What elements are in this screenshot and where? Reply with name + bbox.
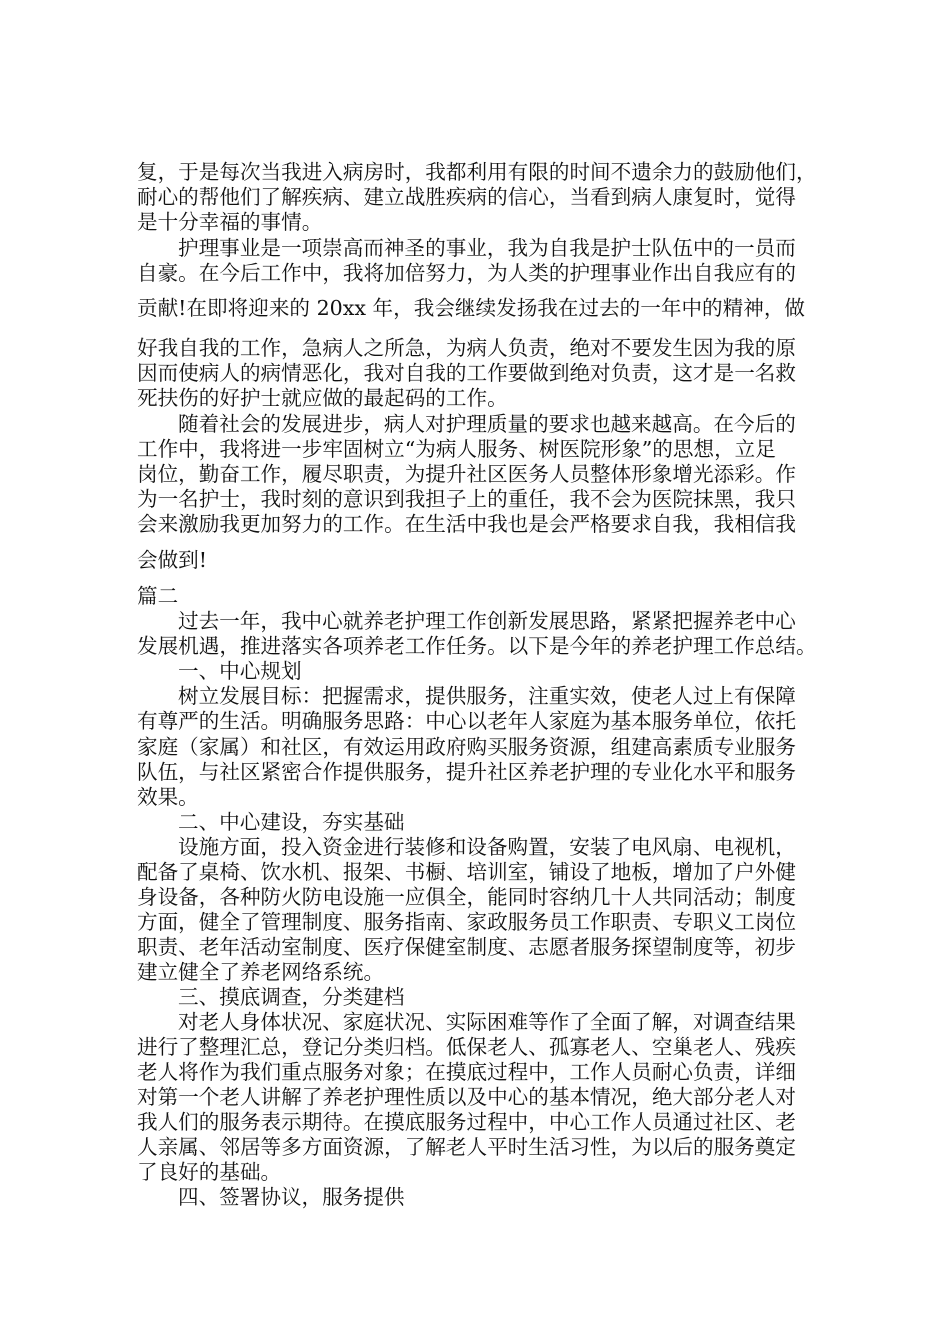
text-line: 建立健全了养老网络系统。 [137, 960, 385, 984]
text-line: 方面，健全了管理制度、服务指南、家政服务员工作职责、专职义工岗位 [137, 910, 796, 934]
text-line: 自豪。在今后工作中，我将加倍努力，为人类的护理事业作出自我应有的 [137, 261, 796, 285]
text-line: 岗位，勤奋工作，履尽职责，为提升社区医务人员整体形象增光添彩。作 [137, 462, 796, 486]
text-line: 复，于是每次当我进入病房时，我都利用有限的时间不遗余力的鼓励他们， [137, 160, 817, 184]
text-line: 耐心的帮他们了解疾病、建立战胜疾病的信心，当看到病人康复时，觉得 [137, 185, 796, 209]
text-line: 配备了桌椅、饮水机、报架、书橱、培训室，铺设了地板，增加了户外健 [137, 860, 796, 884]
paragraph-start-line: 过去一年，我中心就养老护理工作创新发展思路，紧紧把握养老中心 [178, 609, 796, 633]
text-line: 发展机遇，推进落实各项养老工作任务。以下是今年的养老护理工作总结。 [137, 634, 817, 658]
text-line: 会做到! [137, 548, 208, 572]
text-line: 为一名护士，我时刻的意识到我担子上的重任，我不会为医院抹黑，我只 [137, 487, 796, 511]
paragraph-start-line: 护理事业是一项崇高而神圣的事业，我为自我是护士队伍中的一员而 [178, 236, 796, 260]
text-line: 对第一个老人讲解了养老护理性质以及中心的基本情况，绝大部分老人对 [137, 1085, 796, 1109]
paragraph-start-line: 随着社会的发展进步，病人对护理质量的要求也越来越高。在今后的 [178, 412, 796, 436]
text-line: 死扶伤的好护士就应做的最起码的工作。 [137, 386, 508, 410]
text-line: 会来激励我更加努力的工作。在生活中我也是会严格要求自我，我相信我 [137, 512, 796, 536]
text-line: 我人们的服务表示期待。在摸底服务过程中，中心工作人员通过社区、老 [137, 1110, 796, 1134]
paragraph-start-line: 设施方面，投入资金进行装修和设备购置，安装了电风扇、电视机， [178, 835, 796, 859]
subheading: 一、中心规划 [178, 659, 302, 683]
text-line: 职责、老年活动室制度、医疗保健室制度、志愿者服务探望制度等，初步 [137, 935, 796, 959]
subheading: 三、摸底调查，分类建档 [178, 985, 405, 1009]
text-line: 身设备，各种防火防电设施一应俱全，能同时容纳几十人共同活动；制度 [137, 885, 796, 909]
text-line: 贡献!在即将迎来的 20xx 年，我会继续发扬我在过去的一年中的精神，做 [137, 296, 806, 320]
paragraph-start-line: 树立发展目标：把握需求，提供服务，注重实效，使老人过上有保障 [178, 684, 796, 708]
text-line: 人亲属、邻居等多方面资源，了解老人平时生活习性，为以后的服务奠定 [137, 1135, 796, 1159]
text-line: 家庭（家属）和社区，有效运用政府购买服务资源，组建高素质专业服务 [137, 735, 796, 759]
text-line: 工作中，我将进一步牢固树立“为病人服务、树医院形象”的思想，立足 [137, 437, 776, 461]
text-line: 了良好的基础。 [137, 1160, 282, 1184]
text-line: 是十分幸福的事情。 [137, 210, 323, 234]
text-line: 进行了整理汇总，登记分类归档。低保老人、孤寡老人、空巢老人、残疾 [137, 1035, 796, 1059]
text-line: 老人将作为我们重点服务对象；在摸底过程中，工作人员耐心负责，详细 [137, 1060, 796, 1084]
section-heading: 篇二 [137, 584, 179, 608]
subheading: 二、中心建设，夯实基础 [178, 810, 405, 834]
text-line: 有尊严的生活。明确服务思路：中心以老年人家庭为基本服务单位，依托 [137, 709, 796, 733]
text-line: 队伍，与社区紧密合作提供服务，提升社区养老护理的专业化水平和服务 [137, 760, 796, 784]
text-line: 因而使病人的病情恶化，我对自我的工作要做到绝对负责，这才是一名救 [137, 361, 796, 385]
paragraph-start-line: 对老人身体状况、家庭状况、实际困难等作了全面了解，对调查结果 [178, 1010, 796, 1034]
text-line: 好我自我的工作，急病人之所急，为病人负责，绝对不要发生因为我的原 [137, 336, 796, 360]
subheading: 四、签署协议，服务提供 [178, 1185, 405, 1209]
text-line: 效果。 [137, 785, 199, 809]
